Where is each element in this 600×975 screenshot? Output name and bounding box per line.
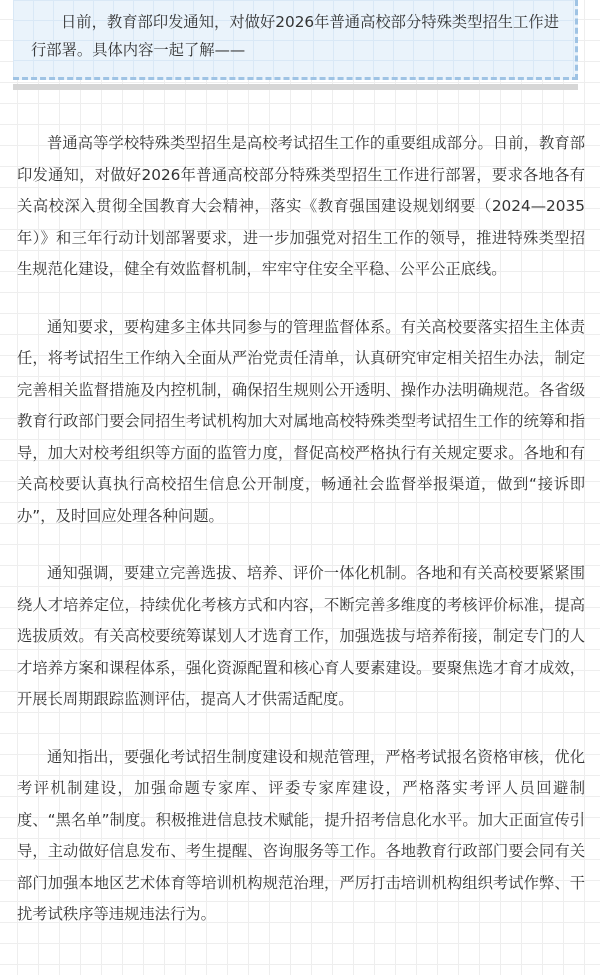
paragraph-supervision: 通知要求，要构建多主体共同参与的管理监督体系。有关高校要落实招生主体责任，将考试招生工作纳入全面从严治党责任清单，认真研究审定相关招生办法，制定完善相关监督措施及内控机制，确保招生规则公开透明、操作办法明确规范。各省级教育行政部门要会同招生考试机构加大对属地高校特殊类型考试招生工作的统筹和指导，加大对校考组织等方面的监管力度，督促高校严格执行有关规定要求。各地和有关高校要认真执行高校招生信息公开制度，畅通社会监督举报渠道，做到“接诉即办”，及时回应处理各种问题。: [17, 317, 585, 525]
paragraph-overview: 普通高等学校特殊类型招生是高校考试招生工作的重要组成部分。日前，教育部印发通知，对做好2026年普通高校部分特殊类型招生工作进行部署，要求各地各有关高校深入贯彻全国教育大会精神，落实《教育强国建设规划纲要（2024—2035年）》和三年行动计划部署要求，进一步加强党对招生工作的领导，推进特殊类型招生规范化建设，健全有效监督机制，牢牢守住安全平稳、公平公正底线。: [17, 134, 585, 278]
paragraph-exam-management: 通知指出，要强化考试招生制度建设和规范管理，严格考试报名资格审核，优化考评机制建设，加强命题专家库、评委专家库建设，严格落实考评人员回避制度、“黑名单”制度。积极推进信息技术赋能，提升招考信息化水平。加大正面宣传引导，主动做好信息发布、考生提醒、咨询服务等工作。各地教育行政部门要会同有关部门加强本地区艺术体育等培训机构规范治理，严厉打击培训机构组织考试作弊、干扰考试秩序等违规违法行为。: [17, 747, 585, 923]
paragraph-talent-mechanism: 通知强调，要建立完善选拔、培养、评价一体化机制。各地和有关高校要紧紧围绕人才培养定位，持续优化考核方式和内容，不断完善多维度的考核评价标准，提高选拔质效。有关高校要统筹谋划人才选育工作，加强选拔与培养衔接，制定专门的人才培养方案和课程体系，强化资源配置和核心育人要素建设。要聚焦选才育才成效，开展长周期跟踪监测评估，提高人才供需适配度。: [17, 564, 585, 708]
intro-text: 日前，教育部印发通知，对做好2026年普通高校部分特殊类型招生工作进行部署。具体内容一起了解——: [31, 13, 559, 59]
article-body: [17, 128, 585, 931]
intro-divider: [13, 84, 578, 90]
intro-callout: [13, 0, 578, 80]
